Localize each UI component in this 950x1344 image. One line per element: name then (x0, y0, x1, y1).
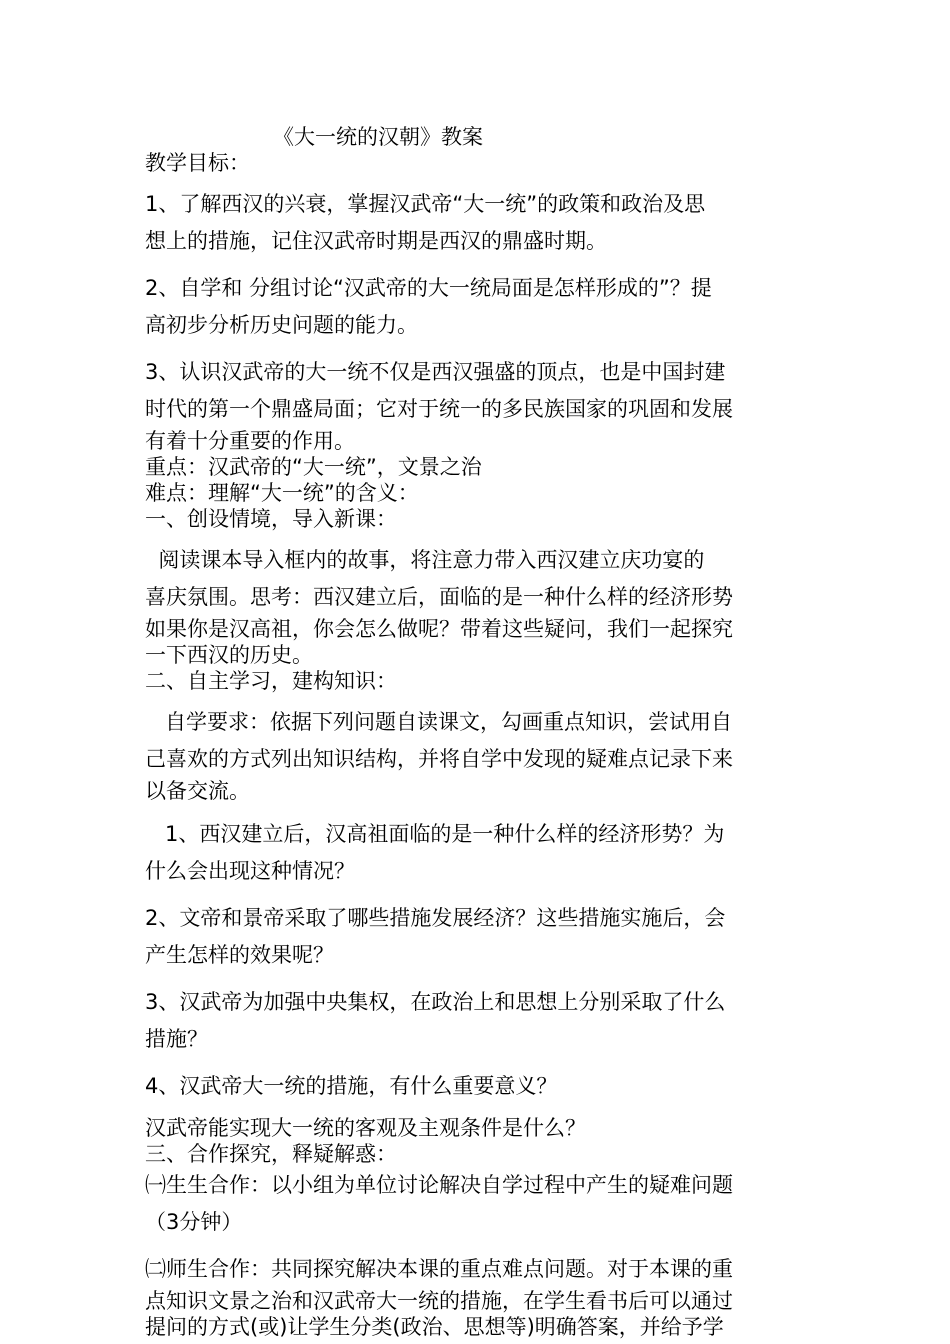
document-title: 《大一统的汉朝》教案 (273, 125, 483, 149)
question-line: 产生怎样的效果呢？ (145, 943, 334, 967)
question-line: 1、西汉建立后，汉高祖面临的是一种什么样的经济形势？为 (145, 822, 725, 846)
paragraph-line: （3分钟） (145, 1210, 243, 1234)
paragraph-line: 汉武帝能实现大一统的客观及主观条件是什么？ (145, 1116, 586, 1140)
section-objectives-heading: 教学目标： (145, 151, 250, 175)
paragraph-line: 阅读课本导入框内的故事，将注意力带入西汉建立庆功宴的 (145, 548, 705, 572)
paragraph-line: 3、认识汉武帝的大一统不仅是西汉强盛的顶点，也是中国封建 (145, 360, 726, 384)
paragraph-line: 己喜欢的方式列出知识结构，并将自学中发现的疑难点记录下来 (145, 747, 733, 771)
key-points-line: 重点：汉武帝的“大一统”，文景之治 (145, 455, 482, 479)
section-heading: 一、创设情境，导入新课： (145, 507, 397, 531)
paragraph-line: 喜庆氛围。思考：西汉建立后，面临的是一种什么样的经济形势 (145, 585, 733, 609)
question-line: 4、汉武帝大一统的措施，有什么重要意义？ (145, 1074, 558, 1098)
difficult-points-line: 难点：理解“大一统”的含义： (145, 481, 419, 505)
paragraph-line: 自学要求：依据下列问题自读课文，勾画重点知识，尝试用自 (145, 710, 733, 734)
paragraph-line: ㈠生生合作：以小组为单位讨论解决自学过程中产生的疑难问题 (145, 1173, 733, 1197)
paragraph-line: 点知识文景之治和汉武帝大一统的措施，在学生看书后可以通过 (145, 1289, 733, 1313)
question-line: 什么会出现这种情况？ (145, 859, 355, 883)
paragraph-line: 1、了解西汉的兴衰，掌握汉武帝“大一统”的政策和政治及思 (145, 192, 706, 216)
paragraph-line: 想上的措施，记住汉武帝时期是西汉的鼎盛时期。 (145, 229, 607, 253)
paragraph-line: 提问的方式(或)让学生分类(政治、思想等)明确答案，并给予学 (145, 1315, 724, 1339)
paragraph-line: 时代的第一个鼎盛局面；它对于统一的多民族国家的巩固和发展 (145, 397, 733, 421)
question-line: 2、文帝和景帝采取了哪些措施发展经济？这些措施实施后，会 (145, 906, 726, 930)
paragraph-line: ㈡师生合作：共同探究解决本课的重点难点问题。对于本课的重 (145, 1257, 733, 1281)
question-line: 3、汉武帝为加强中央集权，在政治上和思想上分别采取了什么 (145, 990, 726, 1014)
question-line: 措施？ (145, 1027, 208, 1051)
paragraph-line: 高初步分析历史问题的能力。 (145, 313, 418, 337)
paragraph-line: 以备交流。 (145, 779, 250, 803)
paragraph-line: 如果你是汉高祖，你会怎么做呢？带着这些疑问，我们一起探究 (145, 617, 733, 641)
paragraph-line: 有着十分重要的作用。 (145, 429, 355, 453)
paragraph-line: 2、自学和 分组讨论“汉武帝的大一统局面是怎样形成的”？提 (145, 276, 712, 300)
paragraph-line: 一下西汉的历史。 (145, 643, 313, 667)
section-heading: 二、自主学习，建构知识： (145, 669, 397, 693)
section-heading: 三、合作探究，释疑解惑： (145, 1142, 397, 1166)
document-body (145, 124, 815, 1340)
